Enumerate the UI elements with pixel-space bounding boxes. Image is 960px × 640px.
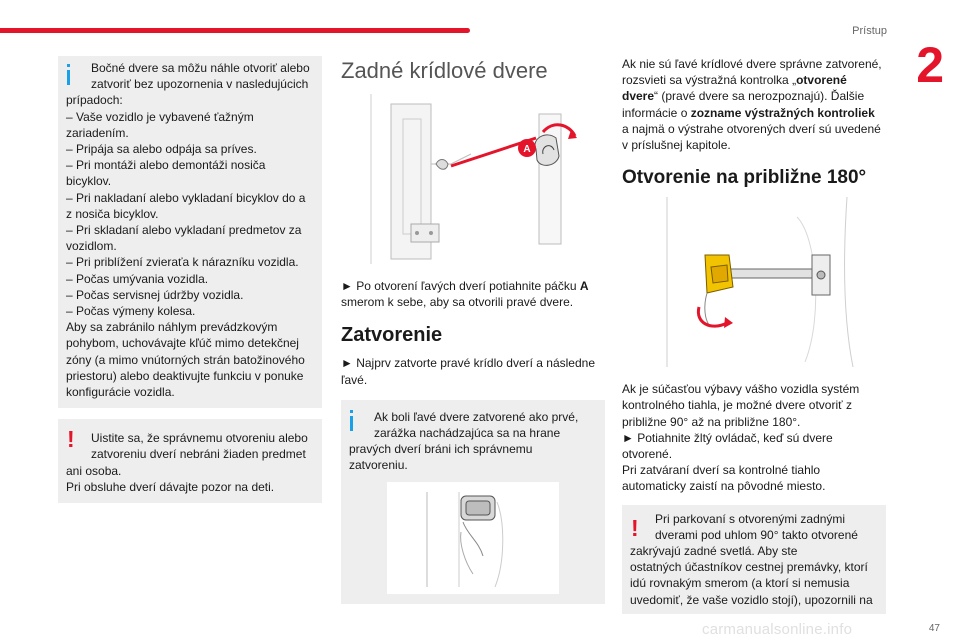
info-line: vozidlom. <box>66 239 117 254</box>
info-line: prípadoch: <box>66 93 123 108</box>
info-line: Bočné dvere sa môžu náhle otvoriť alebo <box>91 61 310 75</box>
info-line: z nosiča bicyklov. <box>66 206 159 221</box>
section-label: Prístup <box>852 25 887 37</box>
section-title-rear-doors: Zadné krídlové dvere <box>341 58 548 83</box>
intro-line: rozsvieti sa výstražná kontrolka „otvorené <box>622 73 847 88</box>
info-line: pohybom, uchovávajte kľúč mimo detekčnej <box>66 336 299 351</box>
warning-line: Uistite sa, že správnemu otvoreniu alebo <box>91 431 308 446</box>
intro-line: dvere“ (pravé dvere sa nerozpoznajú). Ďalšie <box>622 89 865 104</box>
info-line: Aby sa zabránilo náhlym prevádzkovým <box>66 320 278 335</box>
info-line: zatvoriť bez upozornenia v nasledujúcich <box>91 77 309 92</box>
info-line: zóny (a mimo vnútorných strán batožinového <box>66 352 305 367</box>
intro-line: informácie o zozname výstražných kontroliek <box>622 105 875 120</box>
info-line: zatvoreniu. <box>349 458 408 473</box>
info-box-closing <box>341 400 605 604</box>
intro-line: a najmä o výstrahe otvorených dverí sú uvedené <box>622 121 881 136</box>
warning-line: ostatných účastníkov cestnej premávky, ktorí <box>630 560 868 575</box>
info-line: pravých dverí bráni ich správnemu <box>349 442 533 457</box>
rear-door-lever-illustration <box>361 94 581 264</box>
warning-exclamation-icon: ! <box>631 514 639 541</box>
warning-line: Pri parkovaní s otvorenými zadnými <box>655 511 846 526</box>
info-line: Ak boli ľavé dvere zatvorené ako prvé, <box>374 409 579 424</box>
body-line: približne 90° až na približne 180°. <box>622 414 801 429</box>
column-2 <box>341 56 605 604</box>
info-line: – Počas servisnej údržby vozidla. <box>66 287 244 302</box>
column-3 <box>622 56 886 614</box>
warning-line: zakrývajú zadné svetlá. Aby ste <box>630 544 798 559</box>
warning-line: idú rovnakým smerom (a ktorí si nemusia <box>630 576 850 591</box>
page-number: 47 <box>928 623 940 634</box>
warning-line: ani osoba. <box>66 463 122 478</box>
info-line: bicyklov. <box>66 174 112 189</box>
body-line: automaticky zaistí na pôvodné miesto. <box>622 479 826 494</box>
info-line: – Pri priblížení zvieraťa k nárazníku vozidla. <box>66 255 299 270</box>
warning-line: uvedomiť, že vaše vozidlo stojí), upozornili na <box>630 592 873 607</box>
close-step-line: ► Najprv zatvorte pravé krídlo dverí a následne <box>341 356 595 371</box>
info-line: priestoru) alebo deaktivujte funkciu v ponuke <box>66 368 304 383</box>
info-line: – Pri montáži alebo demontáži nosiča <box>66 158 266 173</box>
column-1 <box>58 56 322 503</box>
section-title-closing: Zatvorenie <box>341 324 443 347</box>
info-line: – Pri skladaní alebo vykladaní predmetov za <box>66 223 302 238</box>
door-stop-illustration <box>387 482 559 594</box>
body-line: Ak je súčasťou výbavy vášho vozidla systém <box>622 382 860 397</box>
info-line: – Vaše vozidlo je vybavené ťažným <box>66 109 254 124</box>
step-pull-lever: ► Po otvorení ľavých dverí potiahnite páčku A <box>341 279 589 293</box>
warning-line: zatvoreniu dverí nebráni žiaden predmet <box>91 447 306 462</box>
body-line: ► Potiahnite žltý ovládač, keď sú dvere <box>622 430 833 445</box>
intro-line: v príslušnej kapitole. <box>622 138 731 153</box>
warning-box-parking <box>622 505 886 614</box>
watermark: carmanualsonline.info <box>702 621 853 638</box>
body-line: Pri zatváraní dverí sa kontrolné tiahlo <box>622 463 821 478</box>
info-icon <box>66 64 80 85</box>
info-line: – Pri nakladaní alebo vykladaní bicyklov do a <box>66 190 306 205</box>
chapter-number: 2 <box>916 37 944 93</box>
body-line: otvorené. <box>622 447 673 462</box>
top-accent-bar <box>0 28 470 33</box>
warning-box <box>58 419 322 503</box>
intro-line: Ak nie sú ľavé krídlové dvere správne zatvorené, <box>622 57 882 71</box>
info-line: zarážka nachádzajúca sa na hrane <box>374 426 561 441</box>
warning-line: Pri obsluhe dverí dávajte pozor na deti. <box>66 479 275 494</box>
warning-exclamation-icon: ! <box>67 426 75 453</box>
info-line: – Počas umývania vozidla. <box>66 271 209 286</box>
info-line: – Počas výmeny kolesa. <box>66 304 196 319</box>
callout-label-a: A <box>523 144 531 155</box>
info-box <box>58 56 322 408</box>
door-check-strap-illustration <box>647 197 863 367</box>
warning-line: dverami pod uhlom 90° takto otvorené <box>655 527 858 542</box>
info-line: konfigurácie vozidla. <box>66 385 175 400</box>
close-step-line: ľavé. <box>341 372 368 387</box>
info-line: zariadením. <box>66 125 129 140</box>
info-icon <box>349 410 363 431</box>
section-title-180: Otvorenie na približne 180° <box>622 167 867 189</box>
step-pull-lever-cont: smerom k sebe, aby sa otvorili pravé dvere. <box>341 295 574 310</box>
body-line: kontrolného tiahla, je možné dvere otvoriť z <box>622 398 852 413</box>
info-line: – Pripája sa alebo odpája sa príves. <box>66 142 257 157</box>
